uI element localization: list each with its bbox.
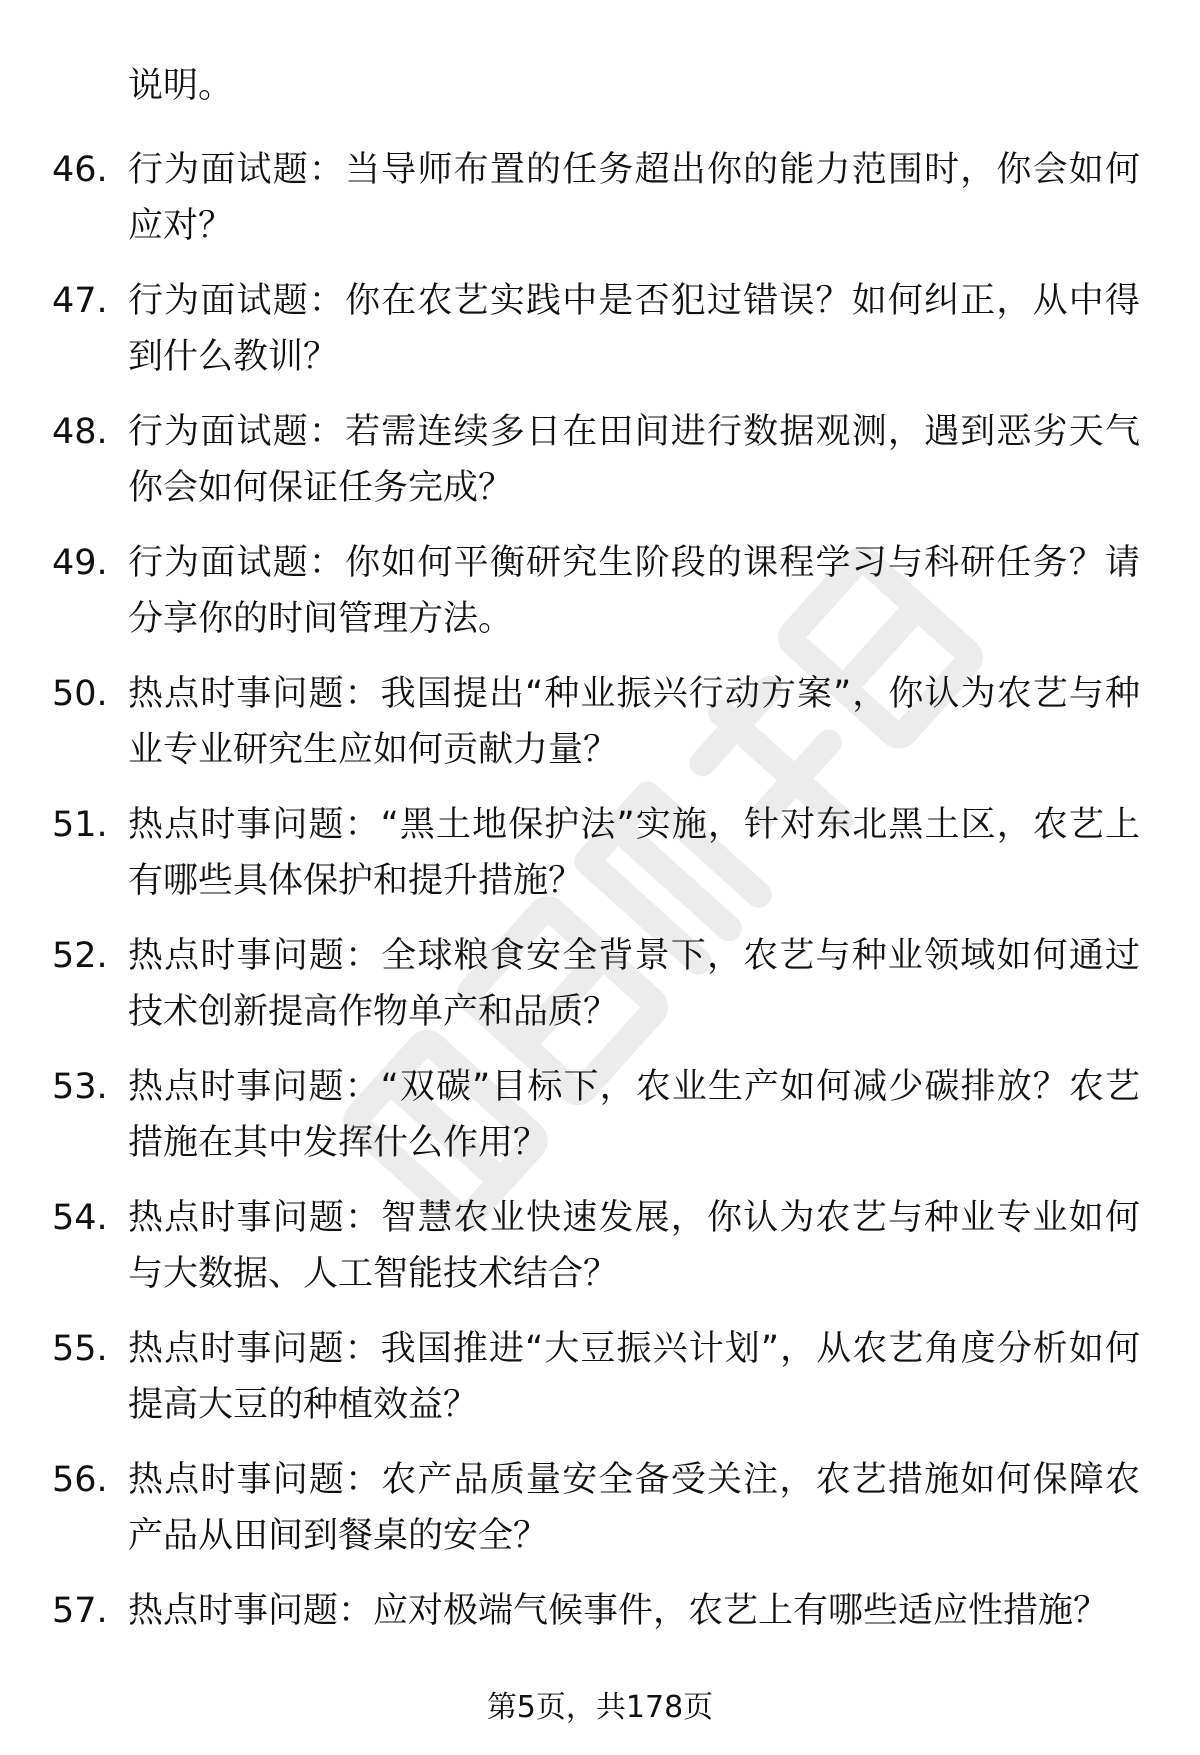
list-item	[0, 1190, 1200, 1321]
question-number: 51.	[52, 805, 108, 845]
question-number: 54.	[52, 1198, 108, 1238]
list-item	[0, 797, 1200, 928]
list-item	[0, 535, 1200, 666]
list-item	[0, 142, 1200, 273]
question-text: 热点时事问题：我国推进“大豆振兴计划”，从农艺角度分析如何提高大豆的种植效益？	[128, 1329, 1140, 1425]
question-text: 热点时事问题：全球粮食安全背景下，农艺与种业领域如何通过技术创新提高作物单产和品质？	[128, 936, 1140, 1032]
question-text: 热点时事问题：“黑土地保护法”实施，针对东北黑土区，农艺上有哪些具体保护和提升措施？	[128, 805, 1140, 901]
question-text: 热点时事问题：我国提出“种业振兴行动方案”，你认为农艺与种业专业研究生应如何贡献力量？	[128, 674, 1140, 770]
question-number: 53.	[52, 1067, 108, 1107]
list-item	[0, 1452, 1200, 1583]
question-number: 52.	[52, 936, 108, 976]
question-number: 57.	[52, 1591, 108, 1631]
list-item	[0, 273, 1200, 404]
list-item	[0, 928, 1200, 1059]
continuation-line: 说明。	[128, 66, 234, 106]
question-text: 热点时事问题：农产品质量安全备受关注，农艺措施如何保障农产品从田间到餐桌的安全？	[128, 1460, 1140, 1556]
page-footer: 第5页，共178页	[486, 1690, 714, 1725]
question-text: 热点时事问题：“双碳”目标下，农业生产如何减少碳排放？农艺措施在其中发挥什么作用？	[128, 1067, 1140, 1163]
list-item	[0, 1321, 1200, 1452]
list-item	[0, 666, 1200, 797]
question-text: 行为面试题：当导师布置的任务超出你的能力范围时，你会如何应对？	[128, 150, 1140, 246]
question-text: 行为面试题：你在农艺实践中是否犯过错误？如何纠正，从中得到什么教训？	[128, 281, 1140, 377]
question-number: 49.	[52, 543, 108, 583]
question-text: 行为面试题：你如何平衡研究生阶段的课程学习与科研任务？请分享你的时间管理方法。	[128, 543, 1140, 639]
question-number: 48.	[52, 412, 108, 452]
list-item	[0, 1059, 1200, 1190]
question-text: 热点时事问题：智慧农业快速发展，你认为农艺与种业专业如何与大数据、人工智能技术结合？	[128, 1198, 1140, 1294]
question-number: 50.	[52, 674, 108, 714]
question-list	[0, 142, 1200, 1714]
question-number: 56.	[52, 1460, 108, 1500]
question-number: 46.	[52, 150, 108, 190]
question-number: 55.	[52, 1329, 108, 1369]
list-item	[0, 404, 1200, 535]
question-number: 47.	[52, 281, 108, 321]
question-text: 行为面试题：若需连续多日在田间进行数据观测，遇到恶劣天气你会如何保证任务完成？	[128, 412, 1140, 508]
question-text: 热点时事问题：应对极端气候事件，农艺上有哪些适应性措施？	[128, 1591, 1109, 1631]
